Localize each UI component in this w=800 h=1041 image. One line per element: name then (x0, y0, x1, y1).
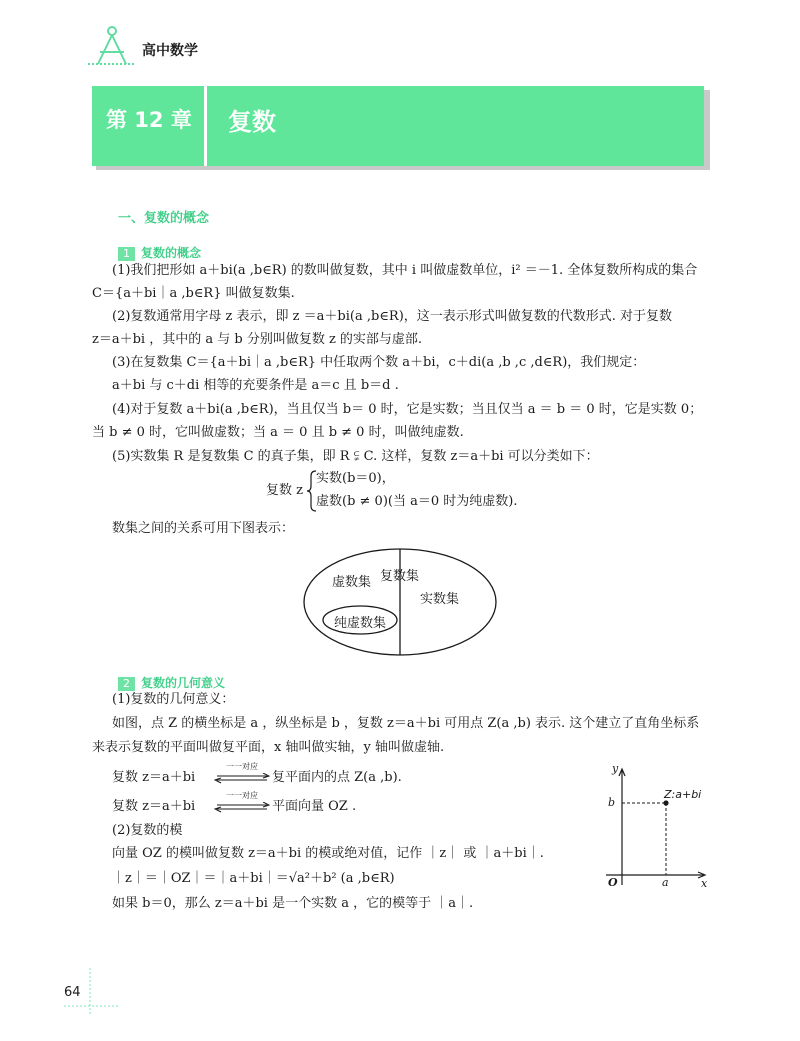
modulus-note: 如果 b＝0，那么 z＝a＋bi 是一个实数 a ，它的模等于 ｜a｜. (112, 896, 474, 911)
point-z (663, 800, 668, 805)
subsection-1-title: 复数的概念 (141, 246, 202, 260)
map2-left: 复数 z＝a＋bi (112, 799, 196, 814)
plane-y-label: y (612, 762, 619, 775)
plane-point-label: Z:a+bi (664, 788, 702, 801)
paragraph-line: C＝{a＋bi｜a ,b∈R} 叫做复数集. (92, 286, 295, 301)
subsection-1-number: 1 (118, 247, 135, 261)
modulus-formula: ｜z｜＝｜OZ｜＝｜a＋bi｜＝√a²＋b² (a ,b∈R) (112, 871, 395, 886)
chapter-banner-divider (204, 86, 207, 166)
header-subject: 高中数学 (142, 43, 198, 59)
subsection-2-number: 2 (118, 677, 135, 691)
classify-imag: 虚数(b ≠ 0)(当 a＝0 时为纯虚数). (316, 494, 518, 509)
paragraph-line: z＝a＋bi ，其中的 a 与 b 分别叫做复数 z 的实部与虚部. (92, 332, 423, 347)
map1-double-arrow (214, 762, 270, 784)
map2-double-arrow (214, 791, 270, 813)
set-relation-diagram (300, 545, 500, 659)
paragraph-line: (4)对于复数 a＋bi(a ,b∈R)，当且仅当 b＝ 0 时，它是实数；当且仅当 a ＝ b ＝ 0 时，它是实数 0； (112, 402, 703, 417)
chapter-title: 复数 (228, 108, 276, 136)
double-arrow-icon (214, 773, 270, 787)
paragraph-line: (2)复数通常用字母 z 表示，即 z ＝a＋bi(a ,b∈R)，这一表示形式叫做复数的代数形式. 对于复数 (112, 309, 673, 324)
paragraph-line: (5)实数集 R 是复数集 C 的真子集，即 R ⫋ C. 这样，复数 z＝a＋bi 可以分类如下： (112, 449, 599, 464)
paragraph-line: 当 b ≠ 0 时，它叫做虚数；当 a ＝ 0 且 b ≠ 0 时，叫做纯虚数. (92, 425, 464, 440)
modulus-title: (2)复数的模 (112, 823, 183, 838)
plane-origin-label: O (608, 876, 618, 889)
plane-b-label: b (608, 796, 616, 809)
map1-arrow-label: 一一对应 (226, 762, 258, 771)
classify-real: 实数(b＝0)， (316, 471, 395, 486)
relation-text: 数集之间的关系可用下图表示： (112, 521, 295, 536)
subsection-2-heading (118, 672, 225, 691)
map1-left: 复数 z＝a＋bi (112, 770, 196, 785)
page-number: 64 (64, 985, 81, 1000)
complex-plane-diagram (586, 760, 716, 890)
chapter-number: 第 12 章 (106, 108, 192, 132)
map2-arrow-label: 一一对应 (226, 791, 258, 800)
paragraph-line: 如图，点 Z 的横坐标是 a ，纵坐标是 b ，复数 z＝a＋bi 可用点 Z(a ,b) 表示. 这个建立了直角坐标系 (112, 716, 700, 731)
compass-logo-icon (86, 24, 138, 68)
plane-x-label: x (701, 877, 708, 890)
map1-right: 复平面内的点 Z(a ,b). (272, 770, 402, 785)
paragraph-line: (3)在复数集 C＝{a＋bi｜a ,b∈R} 中任取两个数 a＋bi，c＋di(a ,b ,c ,d∈R)，我们规定： (112, 355, 646, 370)
paragraph-line: 来表示复数的平面叫做复平面，x 轴叫做实轴，y 轴叫做虚轴. (92, 740, 445, 755)
venn-imag-set: 虚数集 (332, 575, 372, 590)
subsection-2-title: 复数的几何意义 (141, 676, 226, 690)
subsection-1-heading (118, 242, 201, 261)
venn-pure-imag-set: 纯虚数集 (334, 616, 387, 631)
paragraph-line: (1)我们把形如 a＋bi(a ,b∈R) 的数叫做复数，其中 i 叫做虚数单位，i² ＝－1. 全体复数所构成的集合 (112, 263, 698, 278)
venn-complex-set: 复数集 (380, 569, 420, 584)
modulus-definition: 向量 OZ 的模叫做复数 z＝a＋bi 的模或绝对值，记作 ｜z｜ 或 ｜a＋bi｜. (112, 846, 544, 861)
classify-lead: 复数 z (266, 483, 303, 498)
chapter-banner (92, 86, 704, 166)
map2-right: 平面向量 OZ . (272, 799, 357, 814)
paragraph-line: (1)复数的几何意义： (112, 692, 235, 707)
venn-real-set: 实数集 (420, 592, 460, 607)
paragraph-line: a＋bi 与 c＋di 相等的充要条件是 a＝c 且 b＝d . (112, 378, 399, 393)
double-arrow-icon (214, 802, 270, 816)
plane-a-label: a (662, 876, 669, 889)
section-title: 一、复数的概念 (118, 211, 210, 226)
